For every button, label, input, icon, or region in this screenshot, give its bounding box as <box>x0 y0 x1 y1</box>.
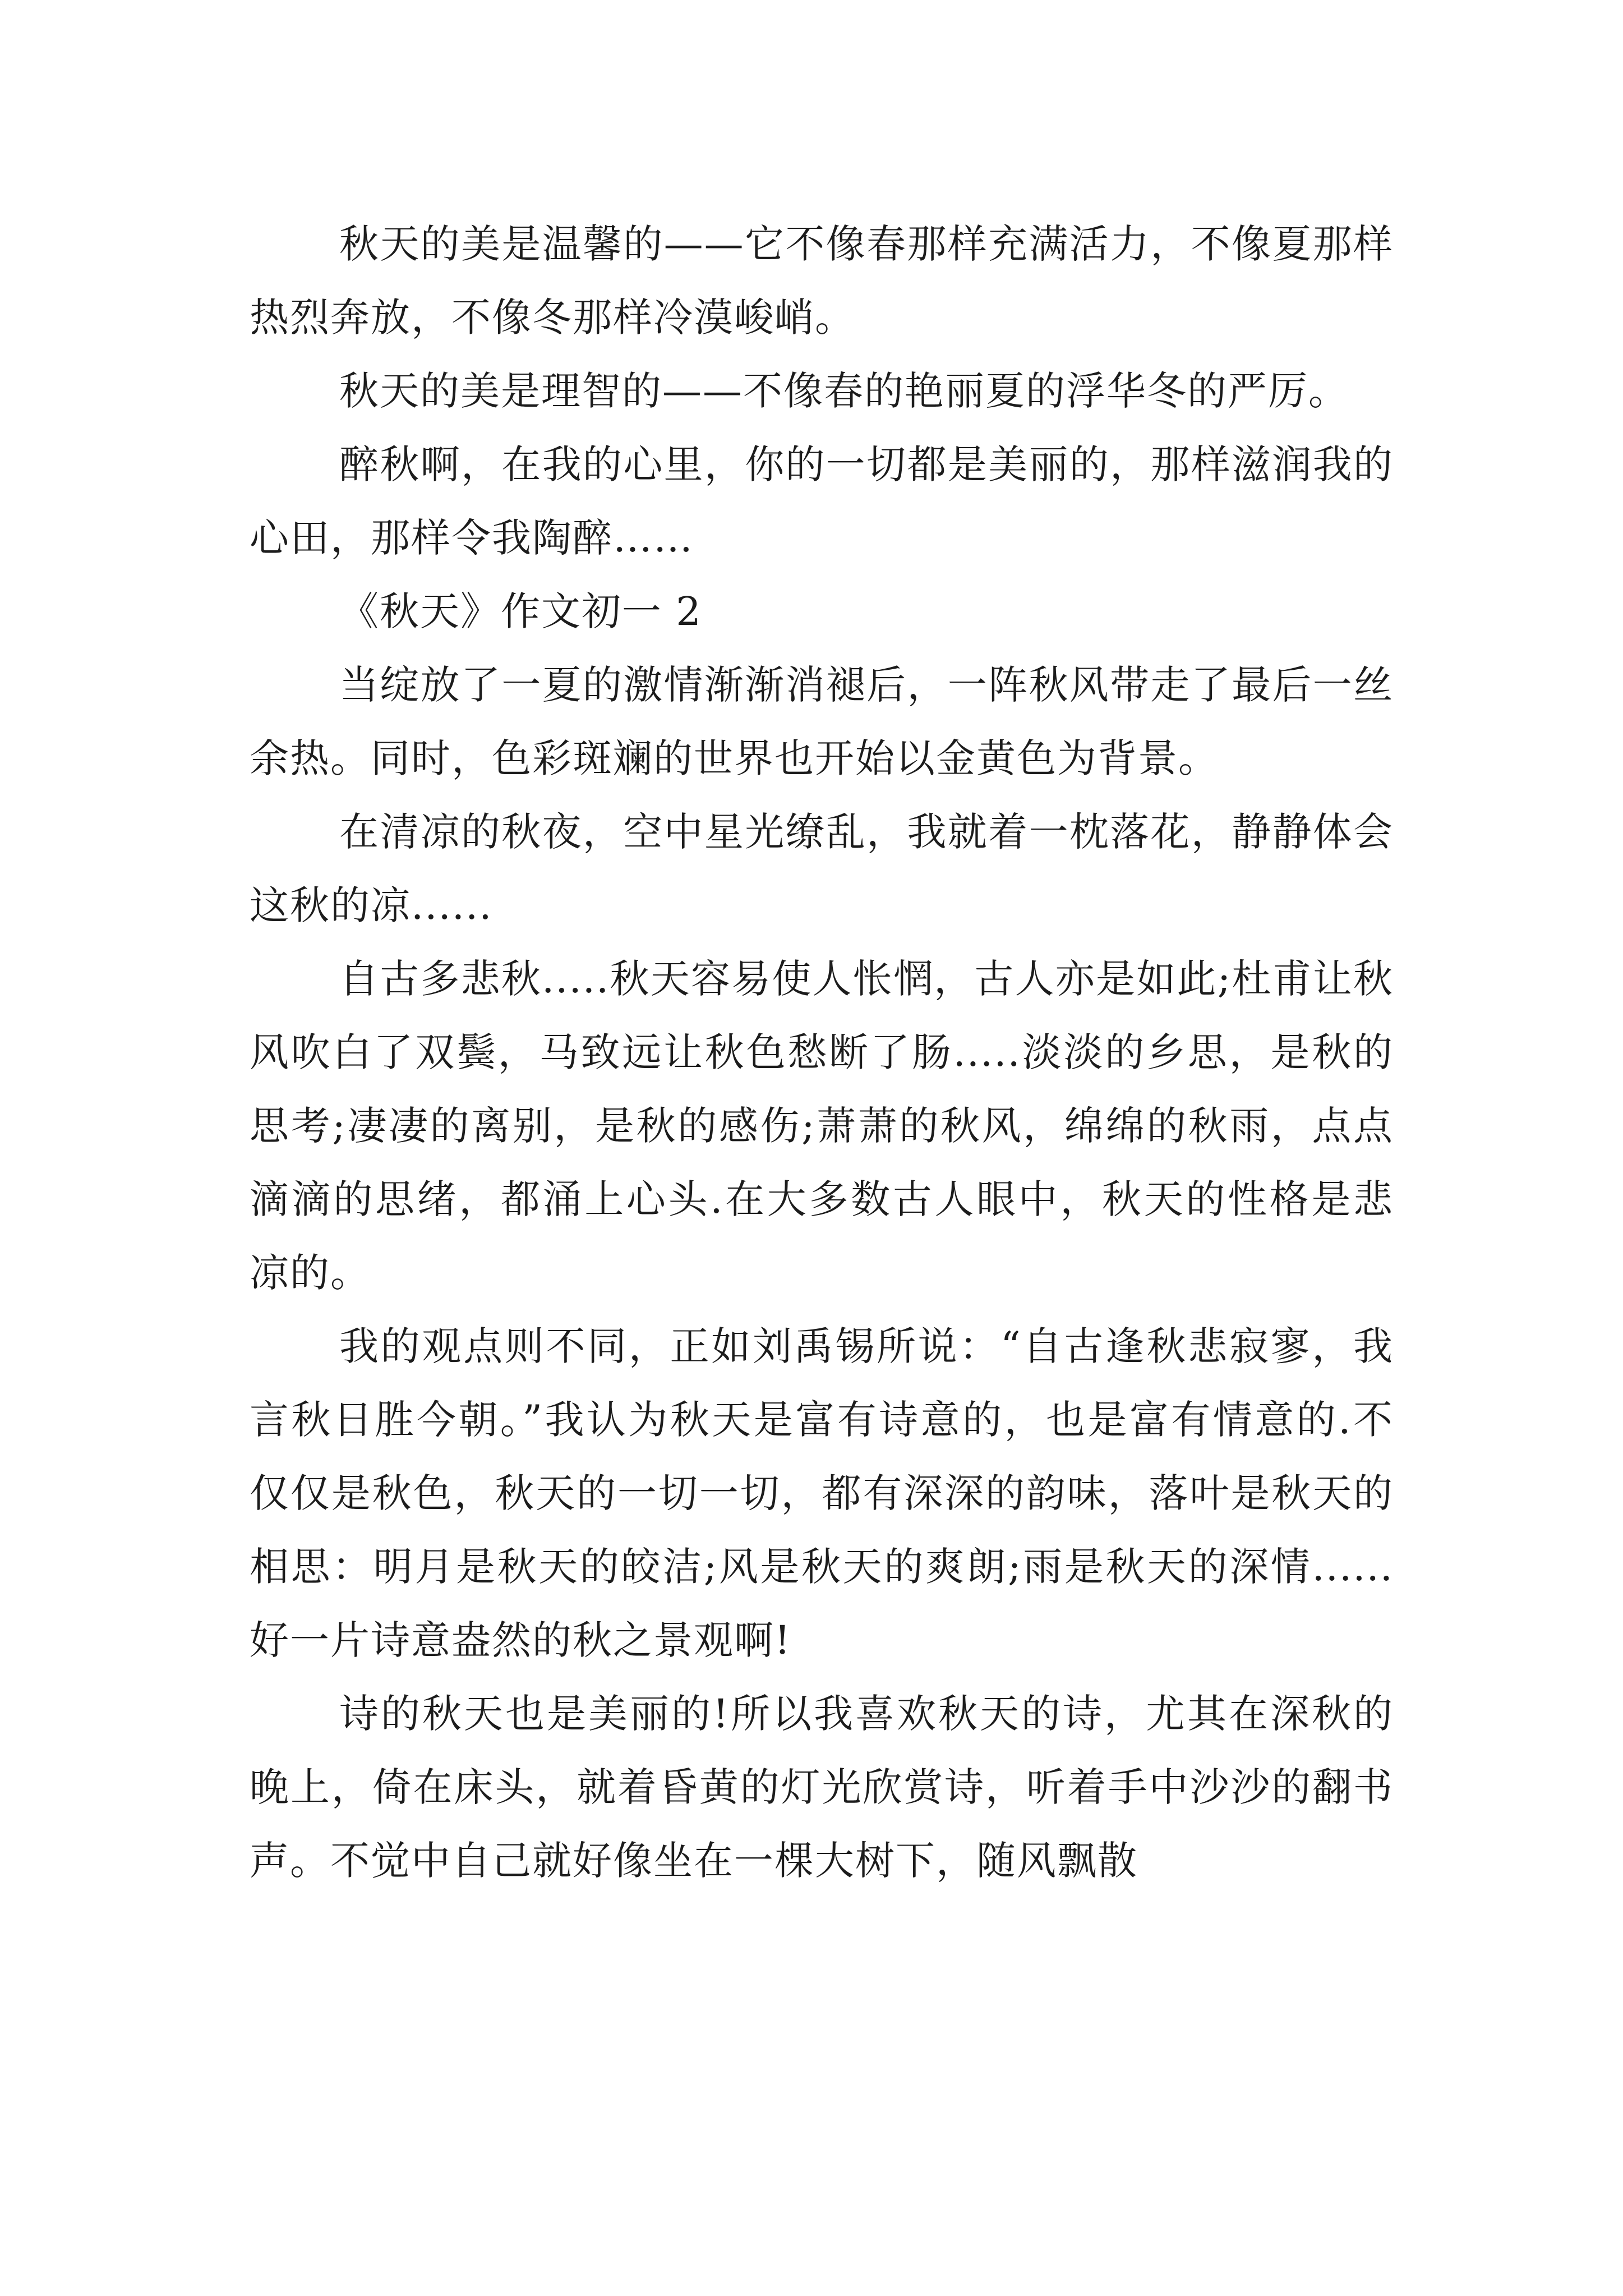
paragraph-autumn-poems: 诗的秋天也是美丽的!所以我喜欢秋天的诗，尤其在深秋的晚上，倚在床头，就着昏黄的灯光欣赏诗，听着手中沙沙的翻书声。不觉中自己就好像坐在一棵大树下，随风飘散 <box>250 1691 1394 1884</box>
paragraph-autumn-warm: 秋天的美是温馨的——它不像春那样充满活力，不像夏那样热烈奔放，不像冬那样冷漠峻峭。 <box>250 221 1394 341</box>
section-title: 《秋天》作文初一 2 <box>339 588 702 634</box>
paragraph-ancient-sorrow: 自古多悲秋.....秋天容易使人怅惘，古人亦是如此;杜甫让秋风吹白了双鬓，马致远让秋色愁断了肠.....淡淡的乡思，是秋的思考;凄凄的离别，是秋的感伤;萧萧的秋风，绵绵的秋雨，点点滴滴的思绪，都涌上心头.在大多数古人眼中，秋天的性格是悲凉的。 <box>250 956 1394 1296</box>
paragraph-autumn-intoxicated: 醉秋啊，在我的心里，你的一切都是美丽的，那样滋润我的心田，那样令我陶醉…… <box>250 441 1394 561</box>
paragraph-poetic-autumn: 我的观点则不同，正如刘禹锡所说：“自古逢秋悲寂寥，我言秋日胜今朝。”我认为秋天是富有诗意的，也是富有情意的.不仅仅是秋色，秋天的一切一切，都有深深的韵味，落叶是秋天的相思：明月是秋天的皎洁;风是秋天的爽朗;雨是秋天的深情......好一片诗意盎然的秋之景观啊! <box>250 1323 1394 1663</box>
paragraph-autumn-wind: 当绽放了一夏的激情渐渐消褪后，一阵秋风带走了最后一丝余热。同时，色彩斑斓的世界也开始以金黄色为背景。 <box>250 662 1394 781</box>
document-page <box>250 208 1394 1898</box>
paragraph-autumn-rational: 秋天的美是理智的——不像春的艳丽夏的浮华冬的严厉。 <box>339 368 1349 414</box>
paragraph-autumn-night: 在清凉的秋夜，空中星光缭乱，我就着一枕落花，静静体会这秋的凉...... <box>250 809 1394 928</box>
